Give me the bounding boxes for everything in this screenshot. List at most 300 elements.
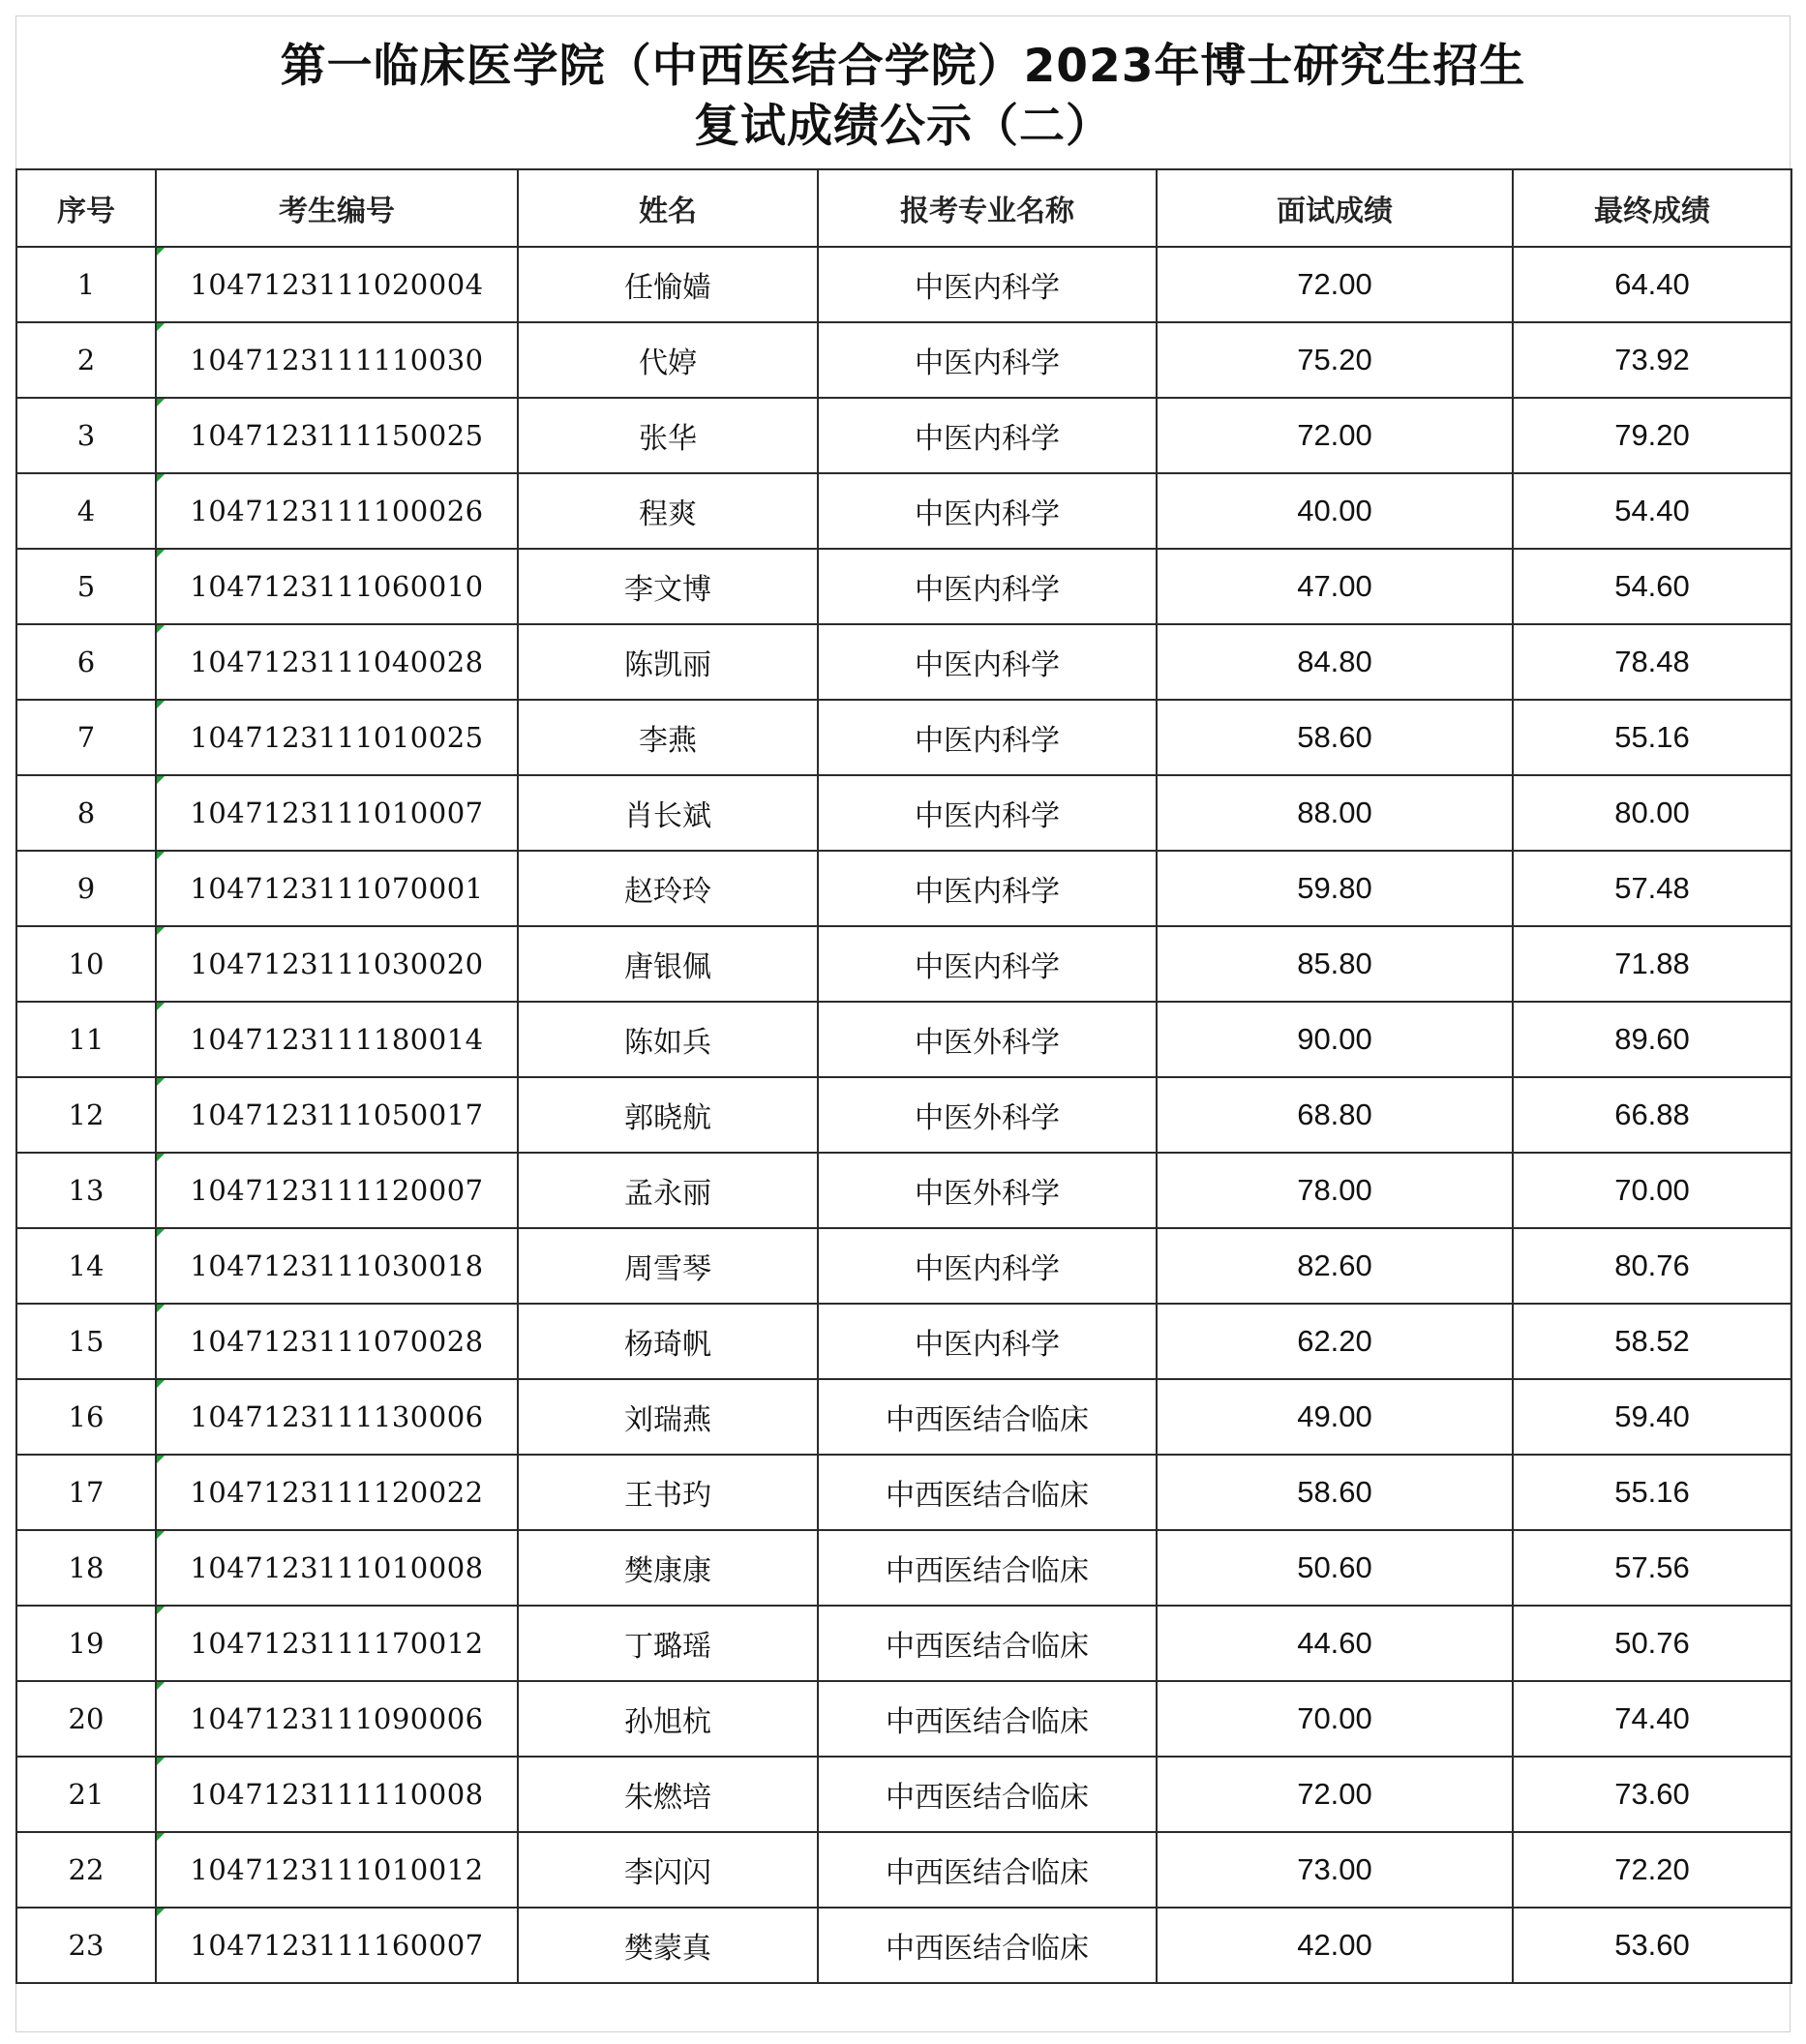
cell-major-text: 中医内科学	[915, 573, 1060, 607]
cell-seq	[16, 851, 156, 926]
cell-seq-text: 7	[76, 721, 96, 754]
cell-name	[518, 1379, 818, 1455]
cell-exam-id	[156, 1153, 518, 1228]
cell-seq-text: 4	[76, 495, 96, 527]
cell-interview-score-text: 50.60	[1297, 1550, 1372, 1584]
cell-comment-marker-icon	[157, 1154, 165, 1161]
cell-seq	[16, 1304, 156, 1379]
cell-name-text: 李闪闪	[624, 1856, 711, 1890]
cell-major-text: 中医内科学	[915, 648, 1060, 682]
cell-interview-score-text: 88.00	[1297, 796, 1372, 829]
cell-seq-text: 11	[68, 1023, 105, 1056]
cell-final-score	[1513, 1455, 1791, 1530]
cell-final-score-text: 73.60	[1614, 1777, 1690, 1811]
cell-exam-id-text: 1047123111010008	[190, 1551, 484, 1584]
cell-interview-score-text: 42.00	[1297, 1928, 1372, 1962]
cell-interview-score	[1157, 549, 1513, 624]
cell-major-text: 中西医结合临床	[886, 1630, 1089, 1664]
cell-major	[818, 1757, 1157, 1832]
cell-exam-id	[156, 1228, 518, 1304]
cell-interview-score	[1157, 1304, 1513, 1379]
cell-name	[518, 1228, 818, 1304]
cell-final-score-text: 50.76	[1614, 1626, 1690, 1660]
cell-major	[818, 1455, 1157, 1530]
cell-name	[518, 1002, 818, 1077]
cell-comment-marker-icon	[157, 474, 165, 482]
cell-seq	[16, 1153, 156, 1228]
cell-exam-id	[156, 624, 518, 700]
page-subtitle: 复试成绩公示（二）	[694, 100, 1112, 153]
cell-name-text: 杨琦帆	[624, 1328, 711, 1362]
table-row	[16, 1757, 1791, 1832]
title-block	[15, 15, 1791, 168]
cell-exam-id	[156, 700, 518, 775]
cell-name-text: 李燕	[639, 724, 697, 758]
cell-interview-score-text: 84.80	[1297, 645, 1372, 678]
cell-major-text: 中医外科学	[915, 1101, 1060, 1135]
cell-major	[818, 624, 1157, 700]
cell-final-score-text: 74.40	[1614, 1701, 1690, 1735]
cell-seq	[16, 1832, 156, 1908]
cell-interview-score-text: 82.60	[1297, 1248, 1372, 1282]
cell-name-text: 唐银佩	[624, 950, 711, 984]
cell-seq-text: 22	[68, 1853, 105, 1886]
cell-name	[518, 1077, 818, 1153]
cell-name	[518, 322, 818, 398]
cell-final-score-text: 53.60	[1614, 1928, 1690, 1962]
cell-comment-marker-icon	[157, 701, 165, 708]
cell-interview-score-text: 40.00	[1297, 494, 1372, 527]
cell-seq	[16, 700, 156, 775]
cell-name-text: 肖长斌	[624, 799, 711, 833]
cell-name-text: 孟永丽	[624, 1177, 711, 1211]
cell-interview-score-text: 72.00	[1297, 1777, 1372, 1811]
cell-major	[818, 1002, 1157, 1077]
cell-name	[518, 1530, 818, 1606]
cell-final-score	[1513, 1002, 1791, 1077]
cell-major	[818, 1228, 1157, 1304]
cell-interview-score	[1157, 926, 1513, 1002]
cell-major-text: 中西医结合临床	[886, 1705, 1089, 1739]
cell-interview-score	[1157, 624, 1513, 700]
cell-name	[518, 1832, 818, 1908]
cell-comment-marker-icon	[157, 1305, 165, 1312]
cell-name-text: 朱燃培	[624, 1781, 711, 1815]
cell-name-text: 刘瑞燕	[624, 1403, 711, 1437]
cell-seq-text: 8	[76, 797, 96, 829]
cell-comment-marker-icon	[157, 1229, 165, 1237]
cell-seq	[16, 549, 156, 624]
cell-exam-id	[156, 1681, 518, 1757]
cell-interview-score	[1157, 1606, 1513, 1681]
cell-major-text: 中西医结合临床	[886, 1781, 1089, 1815]
table-row	[16, 1304, 1791, 1379]
cell-exam-id	[156, 851, 518, 926]
cell-exam-id-text: 1047123111120007	[190, 1174, 484, 1207]
cell-name	[518, 1908, 818, 1983]
cell-seq-text: 23	[68, 1929, 105, 1962]
cell-comment-marker-icon	[157, 1909, 165, 1916]
cell-exam-id-text: 1047123111010007	[190, 797, 484, 829]
cell-exam-id	[156, 322, 518, 398]
cell-exam-id-text: 1047123111010012	[190, 1853, 484, 1886]
cell-name-text: 郭晓航	[624, 1101, 711, 1135]
table-row	[16, 1832, 1791, 1908]
cell-final-score	[1513, 1228, 1791, 1304]
cell-exam-id	[156, 1757, 518, 1832]
cell-major	[818, 549, 1157, 624]
cell-exam-id	[156, 1530, 518, 1606]
cell-exam-id	[156, 247, 518, 322]
cell-comment-marker-icon	[157, 927, 165, 935]
cell-seq	[16, 1379, 156, 1455]
cell-name	[518, 1606, 818, 1681]
cell-comment-marker-icon	[157, 323, 165, 331]
header-name: 姓名	[518, 169, 818, 247]
cell-major-text: 中医内科学	[915, 1328, 1060, 1362]
cell-final-score-text: 80.00	[1614, 796, 1690, 829]
table-row	[16, 1002, 1791, 1077]
cell-name-text: 樊康康	[624, 1554, 711, 1588]
cell-exam-id	[156, 926, 518, 1002]
cell-major-text: 中医内科学	[915, 950, 1060, 984]
cell-final-score-text: 80.76	[1614, 1248, 1690, 1282]
cell-seq-text: 12	[68, 1098, 105, 1131]
cell-interview-score	[1157, 1002, 1513, 1077]
cell-final-score-text: 59.40	[1614, 1399, 1690, 1433]
table-row	[16, 322, 1791, 398]
cell-exam-id	[156, 1908, 518, 1983]
cell-seq-text: 16	[68, 1400, 105, 1433]
page-title: 第一临床医学院（中西医结合学院）2023年博士研究生招生	[280, 40, 1526, 93]
cell-final-score-text: 66.88	[1614, 1097, 1690, 1131]
cell-major-text: 中医内科学	[915, 724, 1060, 758]
cell-exam-id-text: 1047123111120022	[190, 1476, 484, 1509]
header-final-score: 最终成绩	[1513, 169, 1791, 247]
cell-interview-score	[1157, 775, 1513, 851]
cell-exam-id-text: 1047123111030020	[190, 947, 484, 980]
cell-exam-id	[156, 1379, 518, 1455]
cell-final-score	[1513, 775, 1791, 851]
header-interview-score: 面试成绩	[1157, 169, 1513, 247]
cell-interview-score	[1157, 398, 1513, 473]
cell-major	[818, 775, 1157, 851]
cell-final-score	[1513, 1832, 1791, 1908]
cell-final-score-text: 57.56	[1614, 1550, 1690, 1584]
cell-major	[818, 473, 1157, 549]
cell-name-text: 程爽	[639, 497, 697, 531]
cell-exam-id-text: 1047123111030018	[190, 1249, 484, 1282]
cell-final-score-text: 89.60	[1614, 1022, 1690, 1056]
cell-final-score-text: 72.20	[1614, 1852, 1690, 1886]
cell-exam-id-text: 1047123111170012	[190, 1627, 484, 1660]
cell-final-score	[1513, 1077, 1791, 1153]
cell-name	[518, 1757, 818, 1832]
table-row	[16, 473, 1791, 549]
cell-interview-score-text: 72.00	[1297, 418, 1372, 452]
cell-major	[818, 398, 1157, 473]
cell-interview-score-text: 47.00	[1297, 569, 1372, 603]
header-exam-id: 考生编号	[156, 169, 518, 247]
cell-exam-id	[156, 1455, 518, 1530]
cell-major	[818, 1304, 1157, 1379]
cell-exam-id	[156, 775, 518, 851]
cell-seq	[16, 1530, 156, 1606]
cell-exam-id-text: 1047123111050017	[190, 1098, 484, 1131]
cell-exam-id-text: 1047123111150025	[190, 419, 484, 452]
cell-exam-id-text: 1047123111090006	[190, 1702, 484, 1735]
cell-interview-score-text: 58.60	[1297, 1475, 1372, 1509]
header-major: 报考专业名称	[818, 169, 1157, 247]
cell-major-text: 中医内科学	[915, 875, 1060, 909]
cell-seq	[16, 1002, 156, 1077]
cell-name	[518, 247, 818, 322]
table-row	[16, 775, 1791, 851]
cell-exam-id	[156, 1832, 518, 1908]
cell-exam-id-text: 1047123111020004	[190, 268, 484, 301]
cell-final-score-text: 64.40	[1614, 267, 1690, 301]
cell-seq-text: 10	[68, 947, 105, 980]
cell-interview-score	[1157, 1228, 1513, 1304]
cell-name-text: 赵玲玲	[624, 875, 711, 909]
table-row	[16, 1681, 1791, 1757]
table-row	[16, 549, 1791, 624]
cell-interview-score-text: 62.20	[1297, 1324, 1372, 1358]
cell-final-score-text: 79.20	[1614, 418, 1690, 452]
cell-major-text: 中医外科学	[915, 1026, 1060, 1060]
cell-comment-marker-icon	[157, 852, 165, 859]
cell-major-text: 中西医结合临床	[886, 1554, 1089, 1588]
cell-final-score-text: 55.16	[1614, 1475, 1690, 1509]
cell-seq	[16, 624, 156, 700]
cell-interview-score	[1157, 1832, 1513, 1908]
cell-exam-id	[156, 473, 518, 549]
cell-final-score-text: 70.00	[1614, 1173, 1690, 1207]
table-row	[16, 1379, 1791, 1455]
cell-comment-marker-icon	[157, 625, 165, 633]
cell-name-text: 孙旭杭	[624, 1705, 711, 1739]
cell-major	[818, 247, 1157, 322]
cell-final-score	[1513, 1379, 1791, 1455]
cell-final-score-text: 54.60	[1614, 569, 1690, 603]
cell-major-text: 中医内科学	[915, 346, 1060, 380]
cell-final-score	[1513, 1530, 1791, 1606]
table-row	[16, 1153, 1791, 1228]
cell-major	[818, 1832, 1157, 1908]
cell-seq	[16, 247, 156, 322]
cell-comment-marker-icon	[157, 1456, 165, 1463]
cell-interview-score	[1157, 473, 1513, 549]
table-row	[16, 700, 1791, 775]
cell-seq-text: 13	[68, 1174, 105, 1207]
cell-name	[518, 473, 818, 549]
cell-name	[518, 1153, 818, 1228]
cell-seq-text: 3	[76, 419, 96, 452]
header-seq: 序号	[16, 169, 156, 247]
cell-major	[818, 1153, 1157, 1228]
cell-final-score-text: 57.48	[1614, 871, 1690, 905]
cell-final-score-text: 71.88	[1614, 947, 1690, 980]
cell-name-text: 陈凯丽	[624, 648, 711, 682]
cell-interview-score	[1157, 1077, 1513, 1153]
cell-major	[818, 1077, 1157, 1153]
cell-name-text: 王书玓	[624, 1479, 711, 1513]
cell-exam-id	[156, 549, 518, 624]
cell-comment-marker-icon	[157, 1531, 165, 1539]
cell-major	[818, 1908, 1157, 1983]
cell-interview-score-text: 68.80	[1297, 1097, 1372, 1131]
cell-comment-marker-icon	[157, 1380, 165, 1388]
cell-major	[818, 1606, 1157, 1681]
cell-exam-id	[156, 1002, 518, 1077]
cell-final-score	[1513, 398, 1791, 473]
cell-name	[518, 1681, 818, 1757]
cell-exam-id-text: 1047123111130006	[190, 1400, 484, 1433]
cell-seq	[16, 1228, 156, 1304]
cell-name	[518, 549, 818, 624]
cell-exam-id	[156, 1606, 518, 1681]
cell-exam-id-text: 1047123111070001	[190, 872, 484, 905]
cell-major	[818, 926, 1157, 1002]
cell-seq	[16, 775, 156, 851]
cell-exam-id-text: 1047123111060010	[190, 570, 484, 603]
cell-interview-score-text: 78.00	[1297, 1173, 1372, 1207]
cell-major	[818, 700, 1157, 775]
cell-seq-text: 1	[76, 268, 96, 301]
cell-final-score	[1513, 926, 1791, 1002]
cell-comment-marker-icon	[157, 1833, 165, 1841]
cell-exam-id-text: 1047123111070028	[190, 1325, 484, 1358]
cell-seq-text: 14	[68, 1249, 105, 1282]
cell-interview-score-text: 44.60	[1297, 1626, 1372, 1660]
cell-name	[518, 700, 818, 775]
cell-name	[518, 398, 818, 473]
cell-final-score	[1513, 1757, 1791, 1832]
cell-seq-text: 9	[76, 872, 96, 905]
cell-final-score	[1513, 473, 1791, 549]
cell-final-score	[1513, 851, 1791, 926]
cell-final-score	[1513, 1908, 1791, 1983]
table-row	[16, 1455, 1791, 1530]
cell-major-text: 中西医结合临床	[886, 1479, 1089, 1513]
cell-name-text: 张华	[639, 422, 697, 456]
cell-final-score	[1513, 1606, 1791, 1681]
table-row	[16, 398, 1791, 473]
cell-major	[818, 1530, 1157, 1606]
cell-interview-score-text: 49.00	[1297, 1399, 1372, 1433]
cell-interview-score-text: 90.00	[1297, 1022, 1372, 1056]
cell-seq-text: 2	[76, 344, 96, 376]
cell-interview-score	[1157, 1681, 1513, 1757]
cell-final-score-text: 78.48	[1614, 645, 1690, 678]
cell-exam-id-text: 1047123111160007	[190, 1929, 484, 1962]
cell-seq	[16, 926, 156, 1002]
cell-name-text: 李文博	[624, 573, 711, 607]
cell-major-text: 中西医结合临床	[886, 1403, 1089, 1437]
cell-exam-id-text: 1047123111040028	[190, 646, 484, 678]
cell-seq	[16, 1606, 156, 1681]
cell-final-score	[1513, 549, 1791, 624]
cell-major	[818, 1379, 1157, 1455]
cell-seq-text: 21	[68, 1778, 105, 1811]
cell-major	[818, 322, 1157, 398]
cell-interview-score	[1157, 322, 1513, 398]
cell-interview-score-text: 59.80	[1297, 871, 1372, 905]
cell-final-score	[1513, 624, 1791, 700]
table-row	[16, 247, 1791, 322]
cell-final-score	[1513, 247, 1791, 322]
cell-seq-text: 6	[76, 646, 96, 678]
cell-seq	[16, 1908, 156, 1983]
cell-comment-marker-icon	[157, 1682, 165, 1690]
cell-seq-text: 15	[68, 1325, 105, 1358]
table-row	[16, 1530, 1791, 1606]
cell-interview-score	[1157, 1757, 1513, 1832]
cell-seq	[16, 398, 156, 473]
cell-exam-id	[156, 398, 518, 473]
cell-name	[518, 775, 818, 851]
cell-final-score	[1513, 1681, 1791, 1757]
cell-exam-id-text: 1047123111110030	[190, 344, 484, 376]
cell-name	[518, 926, 818, 1002]
cell-interview-score-text: 58.60	[1297, 720, 1372, 754]
cell-seq-text: 17	[68, 1476, 105, 1509]
cell-major	[818, 1681, 1157, 1757]
cell-final-score-text: 58.52	[1614, 1324, 1690, 1358]
cell-name-text: 任愉嫱	[624, 271, 711, 305]
table-row	[16, 1908, 1791, 1983]
cell-name-text: 周雪琴	[624, 1252, 711, 1286]
cell-major-text: 中医内科学	[915, 422, 1060, 456]
table-row	[16, 1077, 1791, 1153]
cell-name	[518, 1455, 818, 1530]
cell-comment-marker-icon	[157, 550, 165, 557]
table-row	[16, 624, 1791, 700]
cell-major-text: 中医内科学	[915, 1252, 1060, 1286]
cell-exam-id-text: 1047123111110008	[190, 1778, 484, 1811]
cell-interview-score	[1157, 1379, 1513, 1455]
cell-interview-score	[1157, 1908, 1513, 1983]
cell-comment-marker-icon	[157, 248, 165, 256]
cell-comment-marker-icon	[157, 1607, 165, 1614]
cell-final-score-text: 73.92	[1614, 343, 1690, 376]
cell-exam-id	[156, 1077, 518, 1153]
table-row	[16, 851, 1791, 926]
cell-major-text: 中医内科学	[915, 271, 1060, 305]
cell-comment-marker-icon	[157, 776, 165, 784]
cell-name	[518, 851, 818, 926]
cell-exam-id	[156, 1304, 518, 1379]
cell-major-text: 中医内科学	[915, 497, 1060, 531]
cell-interview-score	[1157, 1153, 1513, 1228]
cell-seq-text: 18	[68, 1551, 105, 1584]
cell-name-text: 代婷	[639, 346, 697, 380]
cell-interview-score	[1157, 1530, 1513, 1606]
cell-final-score	[1513, 1304, 1791, 1379]
cell-final-score-text: 55.16	[1614, 720, 1690, 754]
cell-seq	[16, 473, 156, 549]
cell-interview-score-text: 75.20	[1297, 343, 1372, 376]
header-row	[16, 169, 1791, 247]
cell-major	[818, 851, 1157, 926]
cell-seq-text: 19	[68, 1627, 105, 1660]
cell-interview-score	[1157, 1455, 1513, 1530]
cell-name	[518, 624, 818, 700]
cell-seq	[16, 1077, 156, 1153]
table-row	[16, 926, 1791, 1002]
cell-name	[518, 1304, 818, 1379]
cell-major-text: 中西医结合临床	[886, 1856, 1089, 1890]
